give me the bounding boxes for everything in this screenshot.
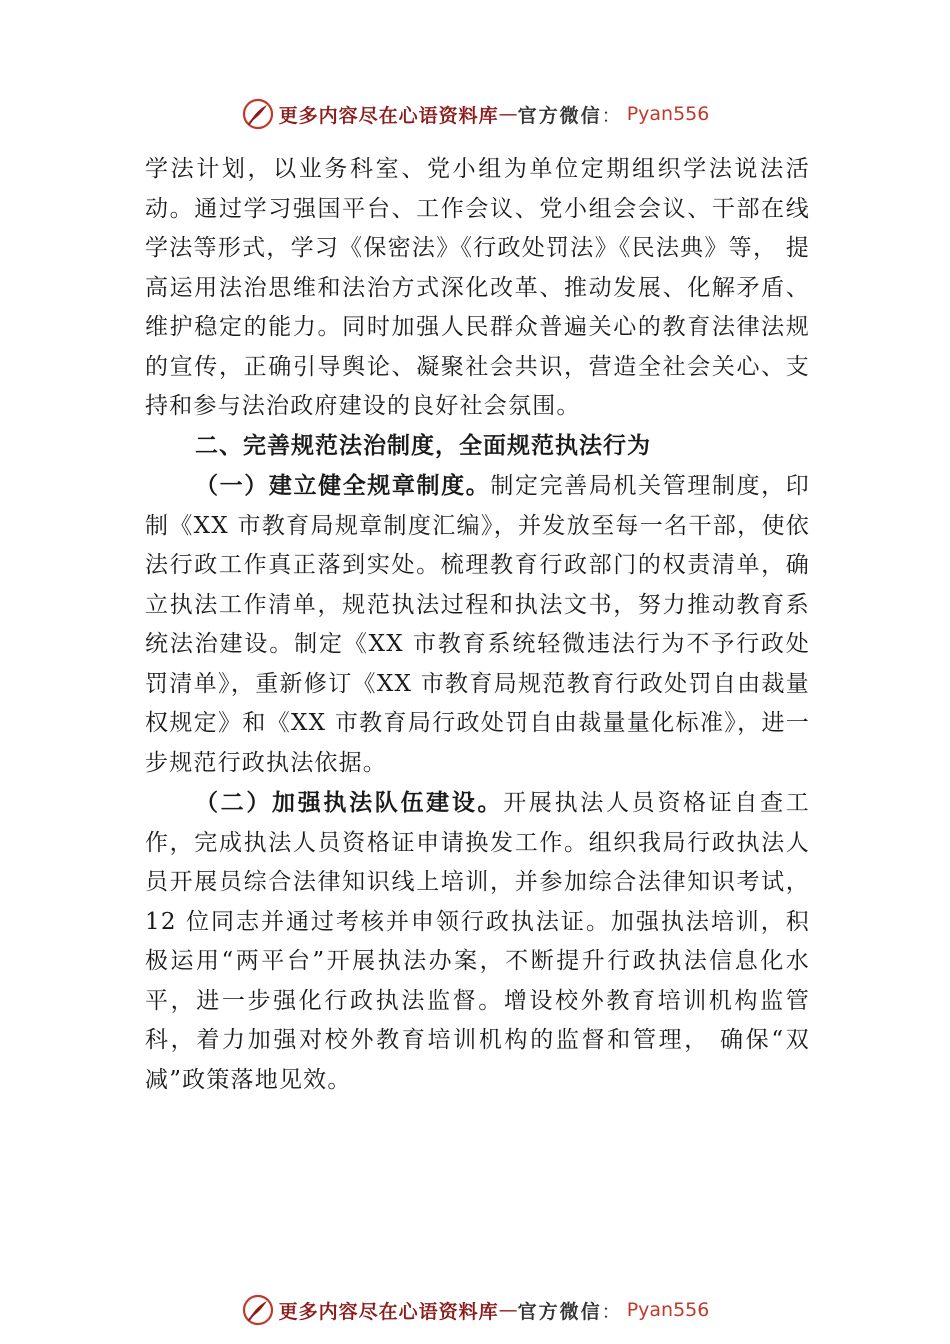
subsection-2 bbox=[145, 783, 810, 1100]
banner-wechat-id: Pyan556 bbox=[626, 103, 710, 125]
banner-dash: — bbox=[498, 103, 518, 125]
banner-official: 官方微信 bbox=[517, 104, 602, 127]
document-body bbox=[145, 150, 810, 1100]
footer-wechat-id: Pyan556 bbox=[626, 1299, 710, 1321]
footer-banner bbox=[0, 1290, 950, 1330]
paragraph-1: 学法计划，以业务科室、党小组为单位定期组织学法说法活动。通过学习强国平台、工作会议、党小组会会议、干部在线学法等形式，学习《保密法》《行政处罚法》《民法典》等， 提高运用法治思维和法治方式深化改革、推动发展、化解矛盾、维护稳定的能力。同时加强人民群众普遍关心的教育法律法规的宣传，正确引导舆论、凝聚社会共识，营造全社会关心、支持和参与法治政府建设的良好社会氛围。 bbox=[145, 156, 810, 419]
footer-official: 官方微信 bbox=[517, 1300, 602, 1323]
subsection-1-body: 制定完善局机关管理制度，印制《XX 市教育局规章制度汇编》，并发放至每一名干部，使依法行政工作真正落到实处。梳理教育行政部门的权责清单，确立执法工作清单，规范执法过程和执法文书，努力推动教育系统法治建设。制定《XX 市教育系统轻微违法行为不予行政处罚清单》，重新修订《XX 市教育局规范教育行政处罚自由裁量权规定》和《XX 市教育局行政处罚自由裁量量化标准》，进一步规范行政执法依据。 bbox=[145, 473, 810, 776]
banner-brand: 更多内容尽在心语资料库 bbox=[278, 104, 499, 127]
footer-colon: ： bbox=[601, 1300, 621, 1323]
banner-colon: ： bbox=[601, 104, 621, 127]
subsection-1-title: （一）建立健全规章制度。 bbox=[195, 472, 491, 499]
subsection-1 bbox=[145, 466, 810, 783]
footer-brand: 更多内容尽在心语资料库 bbox=[278, 1300, 499, 1323]
quill-logo-icon bbox=[241, 97, 275, 131]
quill-logo-icon bbox=[241, 1293, 275, 1327]
subsection-2-title: （二）加强执法队伍建设。 bbox=[195, 789, 504, 816]
footer-dash: — bbox=[498, 1299, 518, 1321]
subsection-2-body: 开展执法人员资格证自查工作，完成执法人员资格证申请换发工作。组织我局行政执法人员开展员综合法律知识线上培训，并参加综合法律知识考试， 12 位同志并通过考核并申领行政执法证。加强执法培训，积极运用“两平台”开展执法办案，不断提升行政执法信息化水平，进一步强化行政执法监督。增设校外教育培训机构监管科，着力加强对校外教育培训机构的监督和管理， 确保“双减”政策落地见效。 bbox=[145, 790, 811, 1093]
header-banner bbox=[0, 94, 950, 134]
section-heading-2: 二、完善规范法治制度，全面规范执法行为 bbox=[195, 432, 651, 459]
